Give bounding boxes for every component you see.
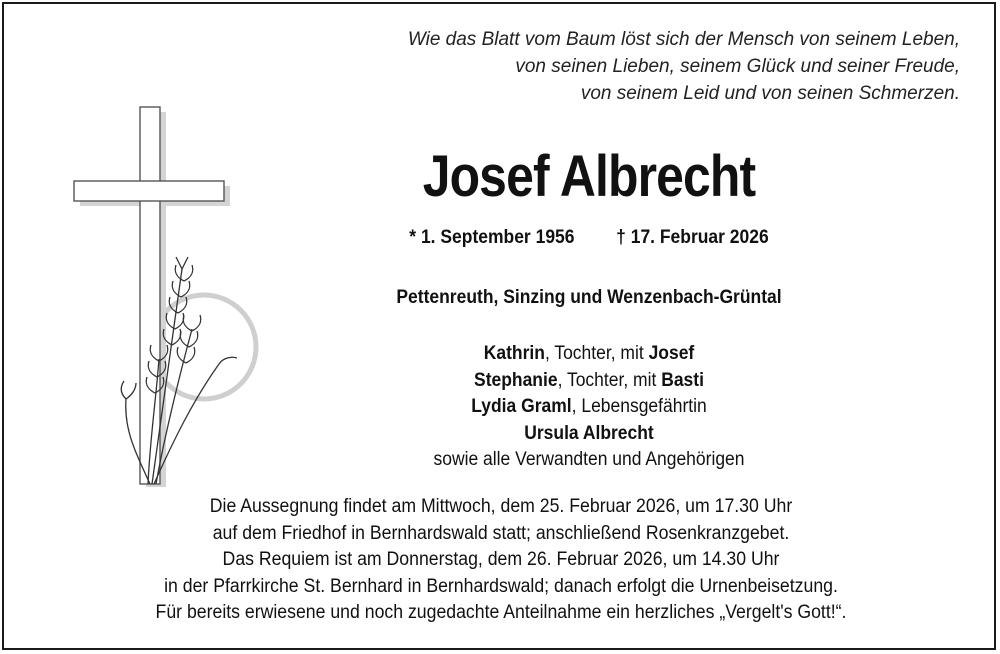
life-dates [262, 224, 915, 252]
mourner-name: Stephanie [474, 369, 558, 391]
notice-line: Das Requiem ist am Donnerstag, dem 26. Februar 2026, um 14.30 Uhr [222, 549, 780, 570]
cross-with-wheat-icon [64, 99, 264, 494]
notice-line: in der Pfarrkirche St. Bernhard in Bernhardswald; danach erfolgt die Urnenbeisetzung. [164, 575, 838, 597]
poem-line: von seinem Leid und von seinen Schmerzen. [580, 83, 960, 104]
cross-vertical [140, 107, 160, 484]
birth-date: * 1. September 1956 [409, 227, 575, 248]
mourner-relation: , Lebensgefährtin [571, 396, 707, 417]
poem [260, 26, 960, 107]
mourner-relation: , Tochter, mit [544, 343, 649, 364]
relatives-line: sowie alle Verwandten und Angehörigen [433, 449, 745, 470]
cross-center [141, 182, 159, 200]
mourner-name: Kathrin [483, 343, 545, 364]
death-date: † 17. Februar 2026 [616, 227, 769, 248]
mourner-name: Ursula Albrecht [524, 422, 654, 444]
poem-line: von seinen Lieben, seinem Glück und seiner Freude, [515, 56, 960, 77]
notice-line: auf dem Friedhof in Bernhardswald statt; anschließend Rosenkranzgebet. [212, 522, 790, 544]
notice-line: Für bereits erwiesene und noch zugedachte Anteilnahme ein herzliches „Vergelt's Gott!“. [155, 602, 847, 623]
mourner-partner: Josef [648, 343, 695, 364]
mourner-partner: Basti [661, 369, 704, 391]
mourner-line [262, 341, 915, 368]
mourner-name: Lydia Graml [471, 396, 572, 417]
notice-line: Die Aussegnung findet am Mittwoch, dem 25. Februar 2026, um 17.30 Uhr [209, 496, 793, 517]
obituary-card [2, 2, 996, 650]
mourner-line [262, 421, 915, 448]
home-places: Pettenreuth, Sinzing und Wenzenbach-Grüntal [396, 287, 782, 308]
deceased-name: Josef Albrecht [422, 144, 756, 209]
poem-line: Wie das Blatt vom Baum löst sich der Mensch von seinem Leben, [407, 29, 960, 50]
mourner-line [262, 394, 915, 421]
mourner-relation: , Tochter, mit [557, 369, 662, 391]
mourners-list [262, 341, 915, 474]
funeral-notice [39, 494, 963, 627]
mourner-line [262, 368, 915, 395]
